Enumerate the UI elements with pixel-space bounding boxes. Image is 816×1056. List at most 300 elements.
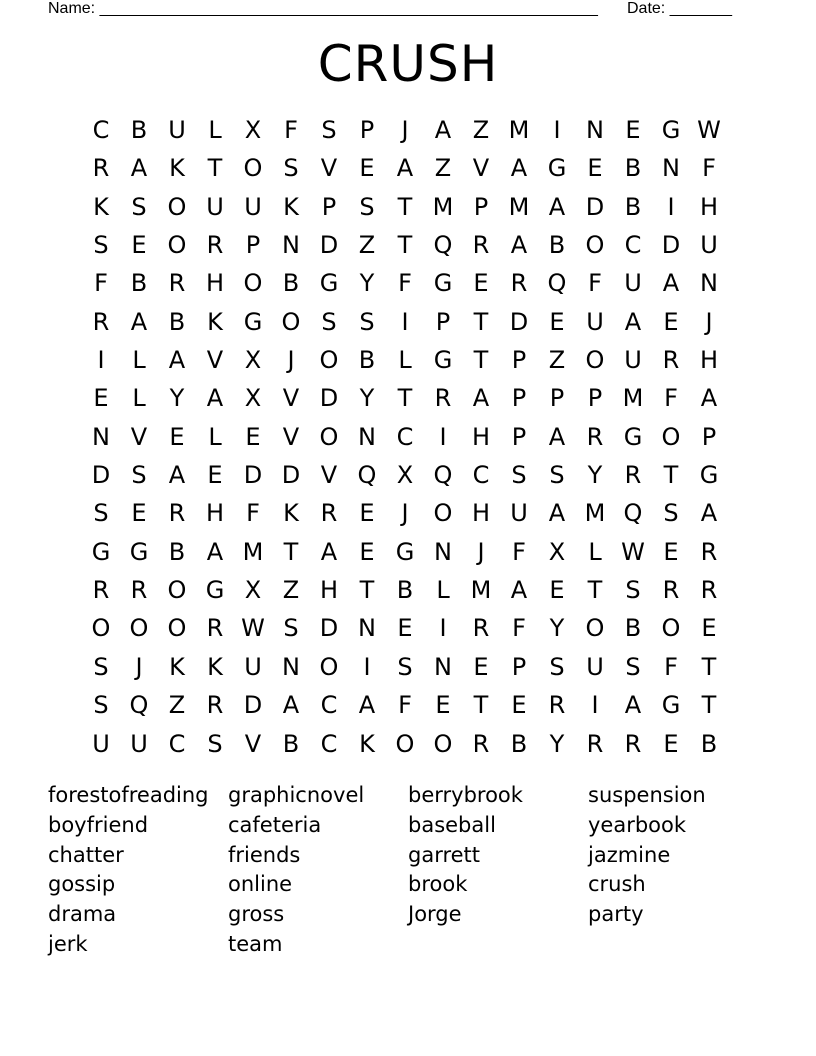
word-list-item: garrett	[408, 842, 481, 867]
grid-cell: T	[397, 231, 413, 260]
grid-cell: J	[401, 116, 409, 144]
grid-cell: E	[473, 269, 489, 298]
grid-cell: O	[585, 231, 605, 260]
grid-cell: V	[282, 384, 300, 413]
grid-cell: J	[135, 652, 143, 681]
grid-cell: O	[129, 614, 149, 643]
grid-cell: K	[169, 652, 185, 681]
grid-cell: Z	[358, 231, 376, 260]
grid-cell: C	[168, 729, 186, 758]
grid-cell: Q	[547, 269, 567, 298]
grid-cell: Y	[549, 729, 565, 758]
grid-cell: B	[282, 729, 300, 758]
grid-cell: K	[283, 499, 299, 528]
grid-cell: P	[511, 384, 527, 413]
word-list-item: friends	[228, 842, 301, 867]
grid-cell: G	[661, 116, 681, 144]
grid-cell: O	[91, 614, 111, 643]
grid-cell: X	[396, 461, 414, 490]
grid-cell: R	[92, 154, 110, 183]
grid-cell: V	[206, 346, 224, 375]
grid-cell: H	[205, 499, 225, 528]
grid-cell: L	[398, 346, 412, 375]
word-list-item: chatter	[48, 842, 124, 867]
grid-cell: V	[282, 422, 300, 451]
grid-cell: C	[472, 461, 490, 490]
grid-cell: V	[244, 729, 262, 758]
grid-cell: B	[700, 729, 718, 758]
word-list-item: suspension	[588, 783, 706, 807]
grid-cell: A	[206, 537, 224, 566]
grid-cell: W	[621, 537, 645, 566]
grid-cell: P	[511, 346, 527, 375]
grid-cell: S	[283, 154, 299, 183]
grid-cell: U	[168, 116, 186, 144]
grid-cell: A	[700, 384, 718, 413]
grid-cell: E	[207, 461, 223, 490]
grid-cell: G	[205, 576, 225, 605]
grid-cell: R	[434, 384, 452, 413]
grid-cell: A	[168, 346, 186, 375]
grid-cell: R	[472, 231, 490, 260]
grid-cell: S	[663, 499, 679, 528]
grid-cell: E	[663, 729, 679, 758]
grid-cell: I	[363, 652, 371, 681]
grid-cell: H	[205, 269, 225, 298]
grid-cell: M	[432, 192, 454, 221]
grid-cell: H	[699, 192, 719, 221]
grid-cell: R	[92, 576, 110, 605]
grid-cell: C	[92, 116, 110, 144]
grid-cell: P	[701, 422, 717, 451]
grid-cell: Z	[548, 346, 566, 375]
grid-cell: U	[92, 729, 110, 758]
grid-cell: P	[587, 384, 603, 413]
grid-cell: L	[208, 116, 222, 144]
grid-cell: P	[549, 384, 565, 413]
grid-cell: R	[662, 346, 680, 375]
grid-cell: E	[701, 614, 717, 643]
grid-cell: H	[319, 576, 339, 605]
grid-cell: D	[661, 231, 681, 260]
grid-cell: I	[439, 614, 447, 643]
grid-cell: C	[396, 422, 414, 451]
grid-cell: O	[661, 422, 681, 451]
grid-cell: U	[624, 346, 642, 375]
word-list-item: brook	[408, 872, 468, 897]
grid-cell: T	[663, 461, 679, 490]
grid-cell: R	[624, 729, 642, 758]
word-list	[48, 781, 768, 960]
grid-cell: F	[512, 537, 526, 566]
grid-cell: C	[624, 231, 642, 260]
grid-cell: U	[244, 192, 262, 221]
grid-cell: Y	[359, 384, 375, 413]
grid-cell: D	[243, 691, 263, 720]
word-list-item: gossip	[48, 872, 116, 897]
word-list-item: berrybrook	[408, 783, 523, 807]
grid-cell: Y	[359, 269, 375, 298]
grid-cell: T	[207, 154, 223, 183]
grid-cell: I	[97, 346, 105, 375]
grid-cell: M	[242, 537, 264, 566]
grid-cell: T	[397, 192, 413, 221]
grid-cell: S	[283, 614, 299, 643]
grid-cell: X	[548, 537, 566, 566]
grid-cell: F	[664, 384, 678, 413]
grid-cell: F	[246, 499, 260, 528]
grid-cell: M	[508, 192, 530, 221]
grid-cell: A	[510, 231, 528, 260]
grid-cell: X	[244, 116, 262, 144]
grid-cell: B	[168, 307, 186, 336]
grid-cell: I	[553, 116, 561, 144]
grid-cell: T	[587, 576, 603, 605]
grid-cell: P	[435, 307, 451, 336]
grid-cell: F	[664, 652, 678, 681]
grid-cell: B	[396, 576, 414, 605]
grid-cell: X	[244, 576, 262, 605]
grid-cell: I	[667, 192, 675, 221]
grid-cell: S	[131, 461, 147, 490]
grid-cell: O	[319, 422, 339, 451]
grid-cell: U	[244, 652, 262, 681]
grid-cell: G	[395, 537, 415, 566]
grid-cell: E	[169, 422, 185, 451]
grid-cell: M	[470, 576, 492, 605]
grid-cell: G	[547, 154, 567, 183]
grid-cell: E	[663, 307, 679, 336]
grid-cell: A	[282, 691, 300, 720]
grid-cell: F	[512, 614, 526, 643]
grid-cell: E	[359, 537, 375, 566]
grid-cell: X	[244, 384, 262, 413]
grid-cell: V	[320, 461, 338, 490]
grid-cell: E	[625, 116, 641, 144]
grid-cell: R	[168, 269, 186, 298]
grid-cell: E	[587, 154, 603, 183]
word-list-item: graphicnovel	[228, 783, 365, 807]
grid-cell: B	[548, 231, 566, 260]
grid-cell: Q	[129, 691, 149, 720]
grid-cell: B	[510, 729, 528, 758]
grid-cell: Y	[587, 461, 603, 490]
grid-cell: V	[130, 422, 148, 451]
grid-cell: S	[321, 116, 337, 144]
grid-cell: O	[395, 729, 415, 758]
grid-cell: S	[625, 576, 641, 605]
grid-cell: G	[623, 422, 643, 451]
grid-cell: D	[319, 231, 339, 260]
grid-cell: E	[131, 499, 147, 528]
grid-cell: O	[585, 346, 605, 375]
grid-cell: E	[359, 499, 375, 528]
grid-cell: O	[243, 154, 263, 183]
word-list-item: party	[588, 902, 644, 927]
grid-cell: N	[586, 116, 604, 144]
grid-cell: R	[700, 537, 718, 566]
grid-cell: L	[132, 346, 146, 375]
grid-cell: E	[131, 231, 147, 260]
grid-cell: T	[701, 691, 717, 720]
grid-cell: G	[243, 307, 263, 336]
grid-cell: E	[93, 384, 109, 413]
grid-cell: N	[662, 154, 680, 183]
grid-cell: B	[282, 269, 300, 298]
grid-cell: N	[92, 422, 110, 451]
grid-cell: A	[358, 691, 376, 720]
grid-cell: S	[207, 729, 223, 758]
grid-cell: H	[699, 346, 719, 375]
grid-cell: H	[471, 499, 491, 528]
grid-cell: K	[207, 307, 223, 336]
grid-cell: U	[700, 231, 718, 260]
grid-cell: B	[130, 269, 148, 298]
grid-cell: E	[473, 652, 489, 681]
grid-cell: R	[548, 691, 566, 720]
grid-cell: U	[624, 269, 642, 298]
grid-cell: B	[624, 192, 642, 221]
grid-cell: R	[206, 231, 224, 260]
grid-cell: R	[168, 499, 186, 528]
grid-cell: Z	[472, 116, 490, 144]
grid-cell: B	[624, 614, 642, 643]
grid-cell: O	[243, 269, 263, 298]
word-list-item	[408, 930, 588, 960]
grid-cell: G	[433, 346, 453, 375]
grid-cell: W	[241, 614, 265, 643]
grid-cell: Z	[434, 154, 452, 183]
grid-cell: T	[473, 307, 489, 336]
grid-cell: W	[697, 116, 721, 144]
grid-cell: E	[511, 691, 527, 720]
grid-cell: O	[433, 729, 453, 758]
grid-cell: I	[439, 422, 447, 451]
grid-cell: K	[93, 192, 109, 221]
grid-cell: S	[359, 307, 375, 336]
grid-cell: P	[511, 652, 527, 681]
grid-cell: S	[93, 499, 109, 528]
grid-cell: V	[320, 154, 338, 183]
grid-cell: D	[585, 192, 605, 221]
grid-cell: C	[320, 729, 338, 758]
grid-cell: D	[91, 461, 111, 490]
grid-cell: D	[243, 461, 263, 490]
word-list-item: Jorge	[408, 902, 462, 927]
grid-cell: K	[359, 729, 375, 758]
grid-cell: O	[319, 346, 339, 375]
grid-cell: R	[472, 729, 490, 758]
grid-cell: R	[320, 499, 338, 528]
grid-cell: N	[434, 537, 452, 566]
grid-cell: T	[283, 537, 299, 566]
grid-cell: O	[167, 192, 187, 221]
grid-cell: X	[244, 346, 262, 375]
date-field-line: Date: _______	[627, 0, 732, 17]
grid-cell: A	[206, 384, 224, 413]
grid-cell: O	[585, 614, 605, 643]
grid-cell: O	[319, 652, 339, 681]
word-list-item: gross	[228, 902, 285, 927]
grid-cell: P	[359, 116, 375, 144]
grid-cell: S	[93, 691, 109, 720]
grid-cell: E	[435, 691, 451, 720]
grid-cell: Z	[282, 576, 300, 605]
grid-cell: T	[397, 384, 413, 413]
grid-cell: A	[130, 154, 148, 183]
word-list-item: cafeteria	[228, 812, 322, 837]
grid-cell: J	[705, 307, 713, 336]
grid-cell: T	[359, 576, 375, 605]
grid-cell: L	[436, 576, 450, 605]
grid-cell: N	[700, 269, 718, 298]
grid-cell: B	[130, 116, 148, 144]
grid-cell: P	[245, 231, 261, 260]
grid-cell: J	[401, 499, 409, 528]
grid-cell: M	[622, 384, 644, 413]
word-list-item: baseball	[408, 812, 496, 837]
grid-cell: E	[549, 576, 565, 605]
grid-cell: E	[663, 537, 679, 566]
grid-cell: S	[625, 652, 641, 681]
grid-cell: S	[359, 192, 375, 221]
grid-cell: G	[319, 269, 339, 298]
grid-cell: R	[472, 614, 490, 643]
grid-cell: A	[662, 269, 680, 298]
grid-cell: E	[245, 422, 261, 451]
grid-cell: R	[586, 422, 604, 451]
grid-cell: G	[699, 461, 719, 490]
grid-cell: B	[358, 346, 376, 375]
grid-cell: N	[282, 652, 300, 681]
grid-cell: A	[624, 307, 642, 336]
grid-cell: P	[511, 422, 527, 451]
grid-cell: F	[398, 691, 412, 720]
grid-cell: K	[169, 154, 185, 183]
grid-cell: R	[586, 729, 604, 758]
grid-cell: E	[397, 614, 413, 643]
grid-cell: B	[168, 537, 186, 566]
grid-cell: N	[358, 422, 376, 451]
puzzle-title: CRUSH	[317, 35, 499, 93]
grid-cell: K	[207, 652, 223, 681]
grid-cell: Q	[433, 231, 453, 260]
grid-cell: A	[548, 192, 566, 221]
word-list-item: crush	[588, 872, 646, 897]
grid-cell: S	[549, 461, 565, 490]
grid-cell: A	[434, 116, 452, 144]
word-list-item: yearbook	[588, 812, 687, 837]
grid-cell: S	[93, 652, 109, 681]
grid-cell: Q	[357, 461, 377, 490]
grid-cell: R	[206, 691, 224, 720]
grid-cell: A	[472, 384, 490, 413]
grid-cell: O	[661, 614, 681, 643]
grid-cell: A	[168, 461, 186, 490]
grid-cell: S	[511, 461, 527, 490]
grid-cell: U	[510, 499, 528, 528]
grid-cell: F	[398, 269, 412, 298]
word-list-item: team	[228, 931, 283, 956]
grid-cell: Y	[169, 384, 185, 413]
grid-cell: S	[93, 231, 109, 260]
grid-cell: K	[283, 192, 299, 221]
grid-cell: N	[282, 231, 300, 260]
grid-cell: U	[586, 652, 604, 681]
grid-cell: B	[624, 154, 642, 183]
grid-cell: V	[472, 154, 490, 183]
grid-cell: L	[208, 422, 222, 451]
grid-cell: I	[591, 691, 599, 720]
grid-cell: A	[700, 499, 718, 528]
grid-cell: E	[549, 307, 565, 336]
grid-cell: A	[548, 422, 566, 451]
grid-cell: A	[130, 307, 148, 336]
grid-cell: L	[132, 384, 146, 413]
grid-cell: O	[167, 231, 187, 260]
grid-cell: U	[206, 192, 224, 221]
grid-cell: R	[92, 307, 110, 336]
grid-cell: D	[319, 614, 339, 643]
grid-cell: F	[588, 269, 602, 298]
grid-cell: G	[91, 537, 111, 566]
grid-cell: R	[700, 576, 718, 605]
grid-cell: T	[473, 346, 489, 375]
name-field-line: Name: ________________________________________________________	[48, 0, 598, 17]
grid-cell: P	[473, 192, 489, 221]
grid-cell: N	[434, 652, 452, 681]
grid-cell: G	[661, 691, 681, 720]
grid-cell: F	[284, 116, 298, 144]
grid-cell: A	[510, 576, 528, 605]
grid-cell: A	[548, 499, 566, 528]
word-list-item: jerk	[48, 931, 88, 956]
word-list-item: drama	[48, 902, 117, 927]
grid-cell: G	[433, 269, 453, 298]
grid-cell: S	[131, 192, 147, 221]
word-list-item: jazmine	[588, 842, 671, 867]
word-list-item: forestofreading	[48, 783, 209, 807]
grid-cell: D	[319, 384, 339, 413]
grid-cell: A	[624, 691, 642, 720]
grid-cell: L	[588, 537, 602, 566]
grid-cell: T	[473, 691, 489, 720]
grid-cell: Z	[168, 691, 186, 720]
grid-cell: E	[359, 154, 375, 183]
grid-cell: D	[281, 461, 301, 490]
grid-cell: F	[94, 269, 108, 298]
grid-cell: R	[206, 614, 224, 643]
grid-cell: A	[510, 154, 528, 183]
word-list-item: boyfriend	[48, 812, 149, 837]
grid-cell: D	[509, 307, 529, 336]
grid-cell: R	[624, 461, 642, 490]
grid-cell: R	[510, 269, 528, 298]
word-list-item	[588, 930, 768, 960]
grid-cell: R	[662, 576, 680, 605]
grid-cell: F	[702, 154, 716, 183]
grid-cell: S	[397, 652, 413, 681]
grid-cell: Q	[433, 461, 453, 490]
grid-cell: G	[129, 537, 149, 566]
grid-cell: J	[287, 346, 295, 375]
grid-cell: Y	[549, 614, 565, 643]
grid-cell: U	[130, 729, 148, 758]
letter-grid	[82, 111, 728, 763]
grid-cell: P	[321, 192, 337, 221]
grid-cell: M	[584, 499, 606, 528]
grid-cell: O	[433, 499, 453, 528]
